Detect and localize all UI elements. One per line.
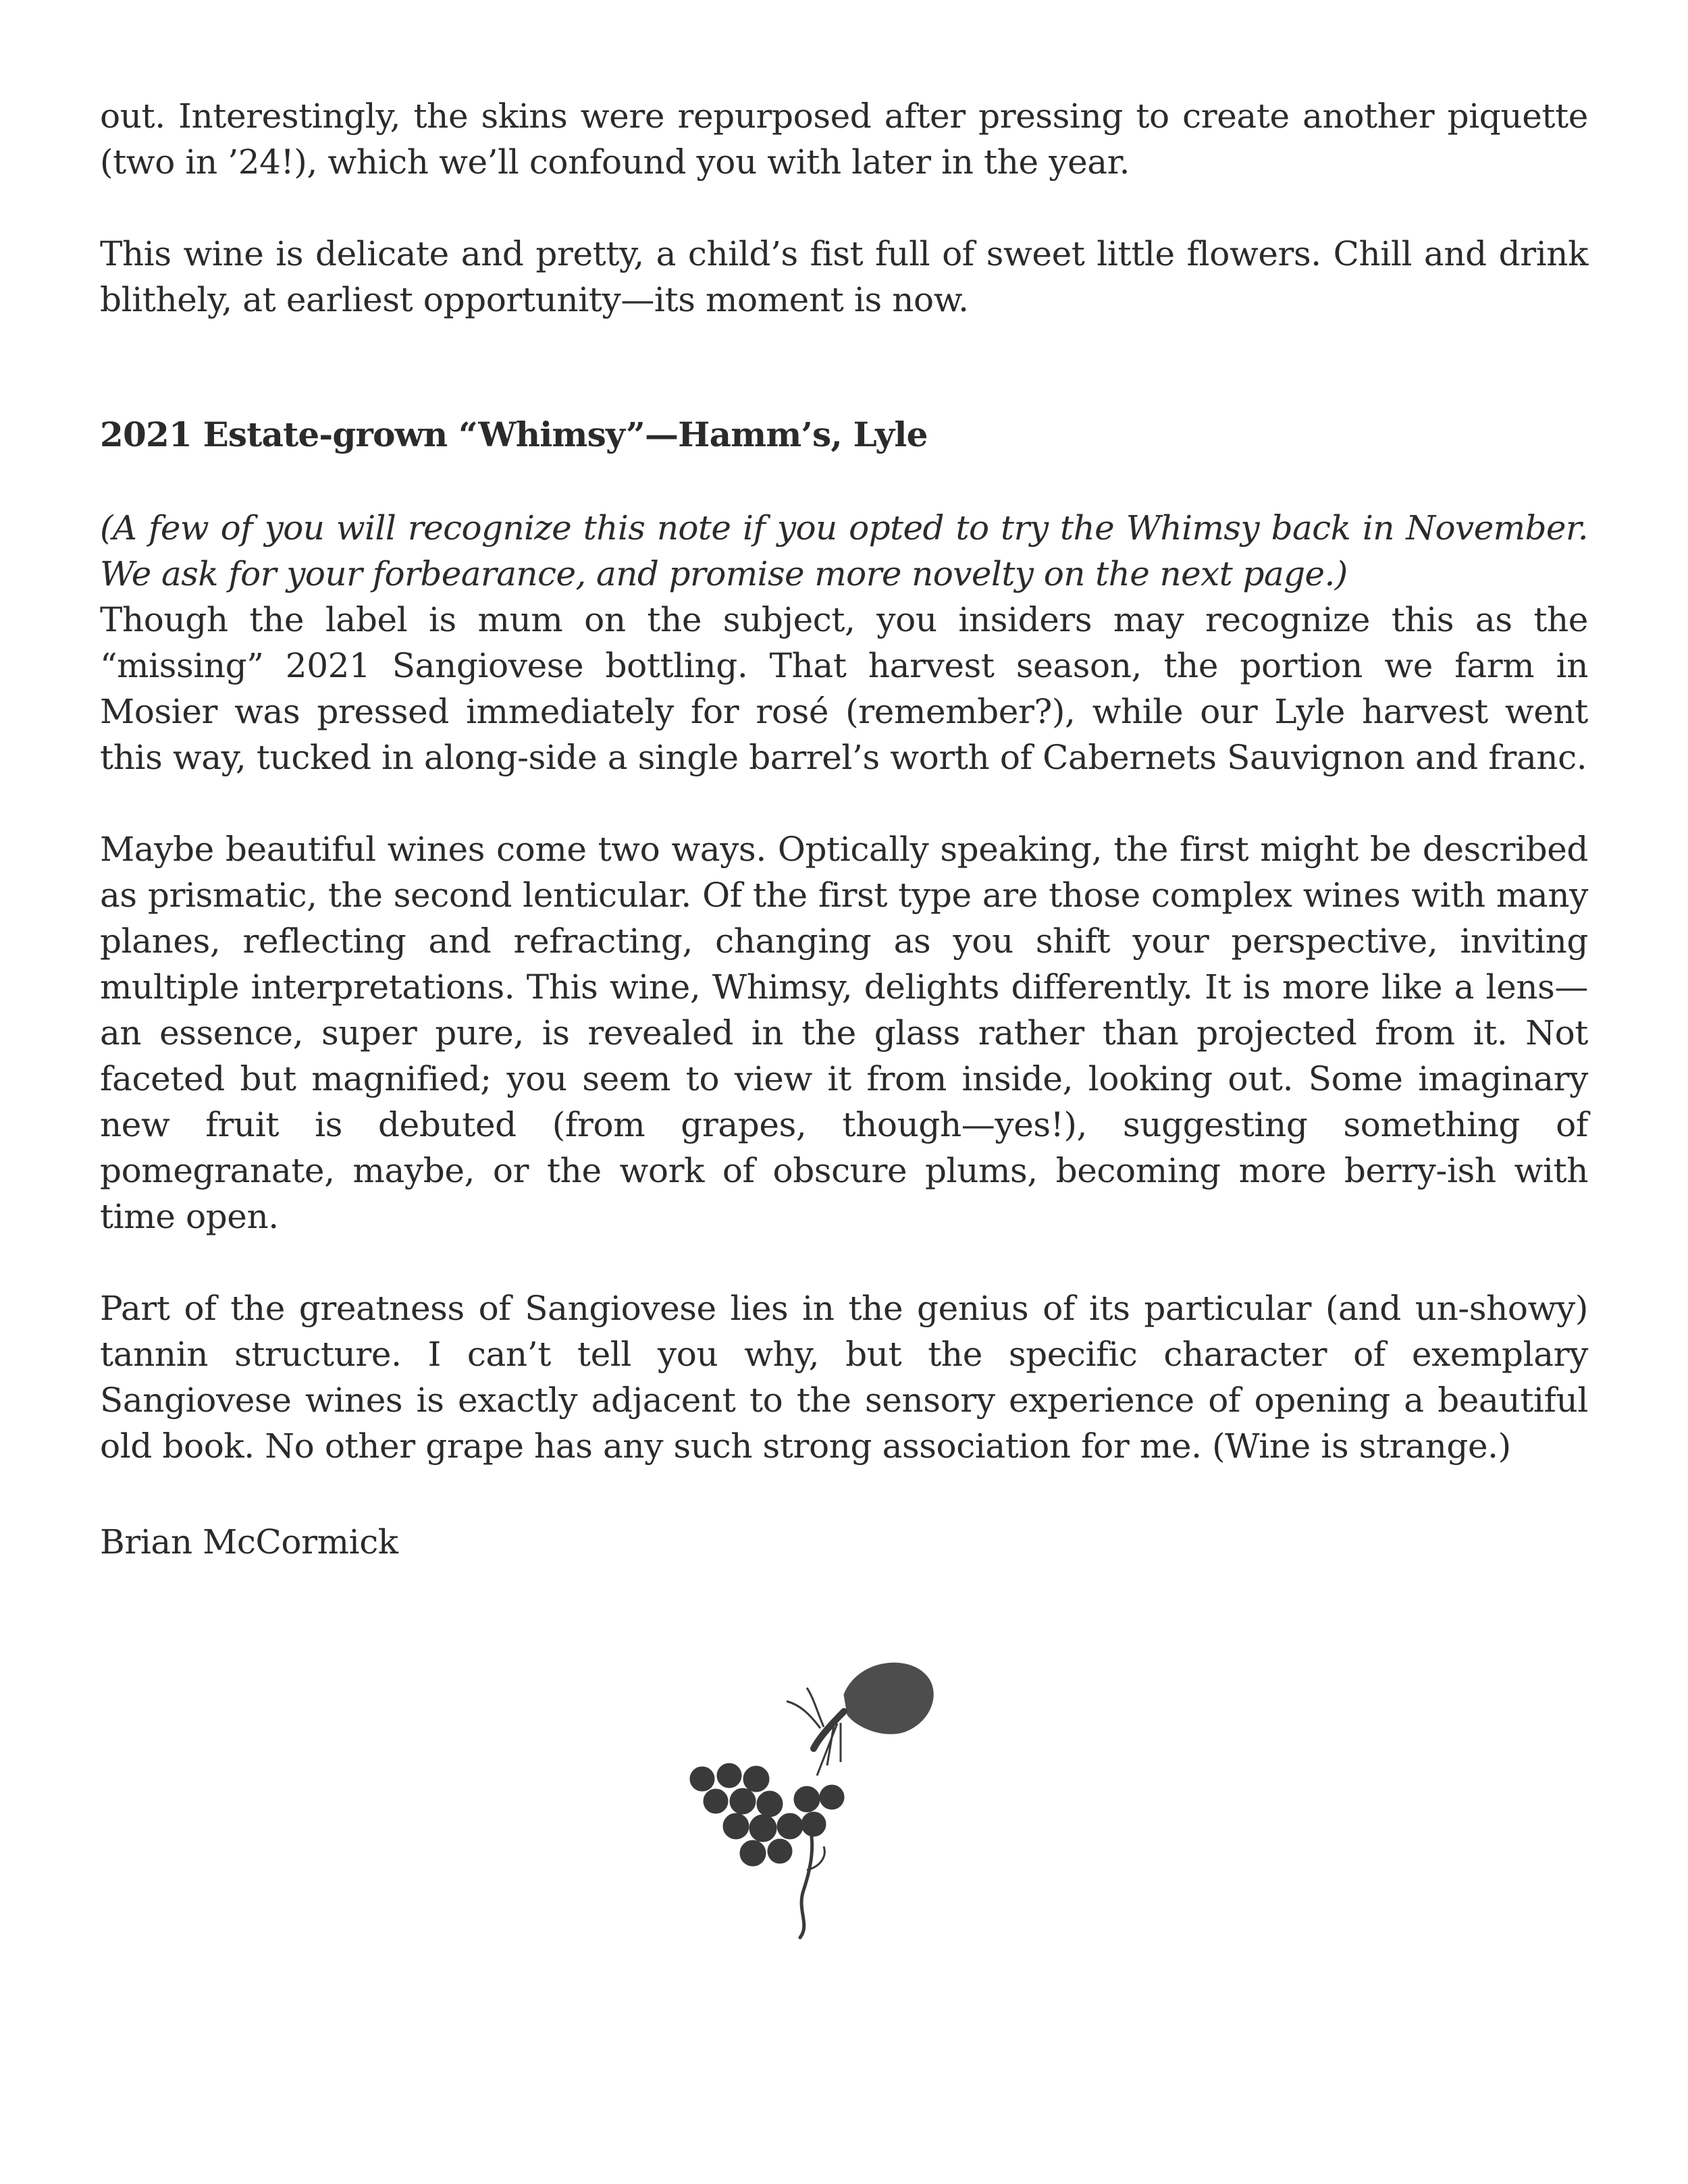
grape [717, 1763, 741, 1788]
wine-paragraph-3: Part of the greatness of Sangiovese lies in the genius of its particular (and un-showy) tannin structure. I can’t tell you why, but the specific character of exemplary Sangiovese wines is exactly adjacent to the sensory experience of opening a beautiful old book. No other grape has any such strong association for me. (Wine is strange.) [100, 1289, 1588, 1466]
grape [768, 1839, 792, 1863]
vine-stem [800, 1816, 812, 1938]
intro-paragraph-1: out. Interestingly, the skins were repurposed after pressing to create another piquette (two in ’24!), which we’ll confound you with later in the year. [100, 97, 1588, 182]
intro-block [100, 93, 1588, 323]
grape [740, 1840, 766, 1866]
grape [757, 1791, 783, 1817]
intro-paragraph-2: This wine is delicate and pretty, a child’s fist full of sweet little flowers. Chill and drink blithely, at earliest opportunity—its moment is now. [100, 234, 1588, 319]
italic-note: (A few of you will recognize this note if you opted to try the Whimsy back in November. We ask for your forbearance, and promise more novelty on the next page.) [100, 508, 1588, 593]
wine-heading: 2021 Estate-grown “Whimsy”—Hamm’s, Lyle [100, 415, 928, 454]
grape [820, 1785, 844, 1809]
grape [690, 1767, 714, 1791]
wine-paragraph-1: Though the label is mum on the subject, you insiders may recognize this as the “missing” 2021 Sangiovese bottling. That harvest season, the portion we farm in Mosier was pressed immediately for rosé (remember?), while our Lyle harvest went this way, tucked in along-side a single barrel’s worth of Cabernets Sauvignon and franc. [100, 600, 1588, 777]
grape [749, 1815, 776, 1842]
butterfly-wing [844, 1663, 933, 1734]
signature: Brian McCormick [100, 1522, 398, 1562]
butterfly-and-grapes-icon [675, 1647, 999, 1958]
wine-paragraph-2: Maybe beautiful wines come two ways. Optically speaking, the first might be described as prismatic, the second lenticular. Of the first type are those complex wines with many planes, reflecting and refracting, changing as you shift your perspective, inviting multiple interpretations. This wine, Whimsy, delights differently. It is more like a lens—an essence, super pure, is revealed in the glass rather than projected from it. Not faceted but magnified; you seem to view it from inside, looking out. Some imaginary new fruit is debuted (from grapes, though—yes!), suggesting something of pomegranate, maybe, or the work of obscure plums, becoming more berry-ish with time open. [100, 830, 1588, 1236]
grape [801, 1812, 826, 1836]
grape [704, 1789, 728, 1813]
grape [730, 1788, 756, 1814]
grape [777, 1813, 803, 1839]
wine-section [100, 505, 1588, 1469]
grape [794, 1786, 820, 1812]
grape [723, 1813, 749, 1839]
grape [743, 1766, 769, 1792]
